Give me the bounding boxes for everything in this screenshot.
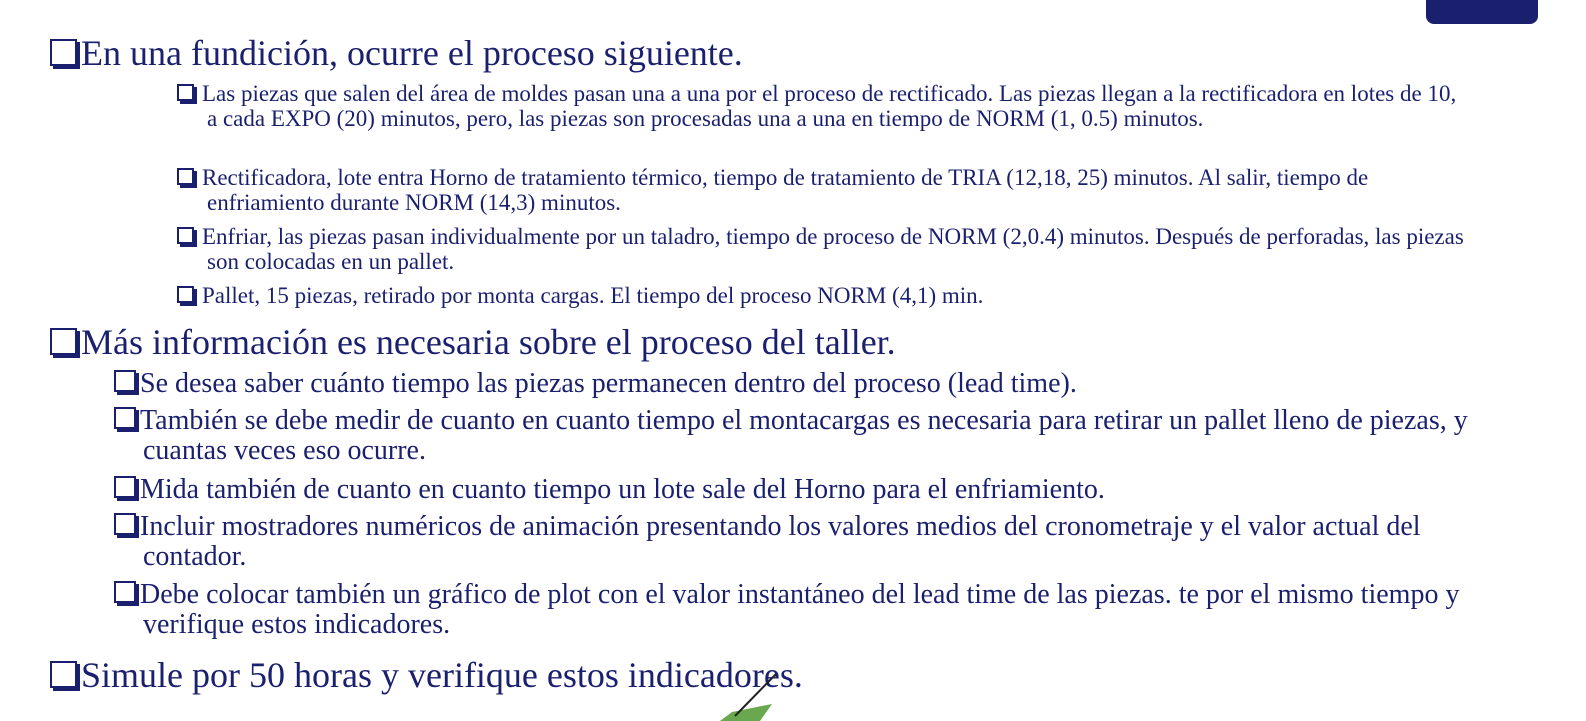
section-heading-text: En una fundición, ocurre el proceso siguiente. bbox=[81, 33, 743, 73]
list-item-text: Se desea saber cuánto tiempo las piezas permanecen dentro del proceso (lead time). bbox=[140, 368, 1077, 399]
list-item-text: Incluir mostradores numéricos de animación presentando los valores medios del cronometraje y el valor actual del contador. bbox=[140, 511, 1421, 572]
list-item-text: Las piezas que salen del área de moldes pasan una a una por el proceso de rectificado. Las piezas llegan a la rectificadora en lotes de 10, a cada EXPO (20) minutos, pero, las piezas son procesadas una a una en tiempo de NORM (1, 0.5) minutos. bbox=[202, 81, 1457, 131]
list-item-text: Debe colocar también un gráfico de plot con el valor instantáneo del lead time de las piezas. te por el mismo tiempo y verifique estos indicadores. bbox=[140, 579, 1460, 640]
section-heading-text: Simule por 50 horas y verifique estos indicadores. bbox=[81, 655, 803, 695]
list-item-text: Mida también de cuanto en cuanto tiempo un lote sale del Horno para el enfriamiento. bbox=[140, 474, 1105, 505]
section-heading-text: Más información es necesaria sobre el proceso del taller. bbox=[81, 322, 896, 362]
list-item-text: Rectificadora, lote entra Horno de tratamiento térmico, tiempo de tratamiento de TRIA (12,18, 25) minutos. Al salir, tiempo de enfriamiento durante NORM (14,3) minutos. bbox=[202, 165, 1369, 215]
list-item-text: Pallet, 15 piezas, retirado por monta cargas. El tiempo del proceso NORM (4,1) min. bbox=[202, 283, 984, 308]
list-item-text: Enfriar, las piezas pasan individualmente por un taladro, tiempo de proceso de NORM (2,0.4) minutos. Después de perforadas, las piezas son colocadas en un pallet. bbox=[202, 224, 1464, 274]
green-shape-decoration bbox=[720, 704, 772, 721]
list-item-text: También se debe medir de cuanto en cuanto tiempo el montacargas es necesaria para retirar un pallet lleno de piezas, y cuantas veces eso ocurre. bbox=[140, 405, 1468, 466]
